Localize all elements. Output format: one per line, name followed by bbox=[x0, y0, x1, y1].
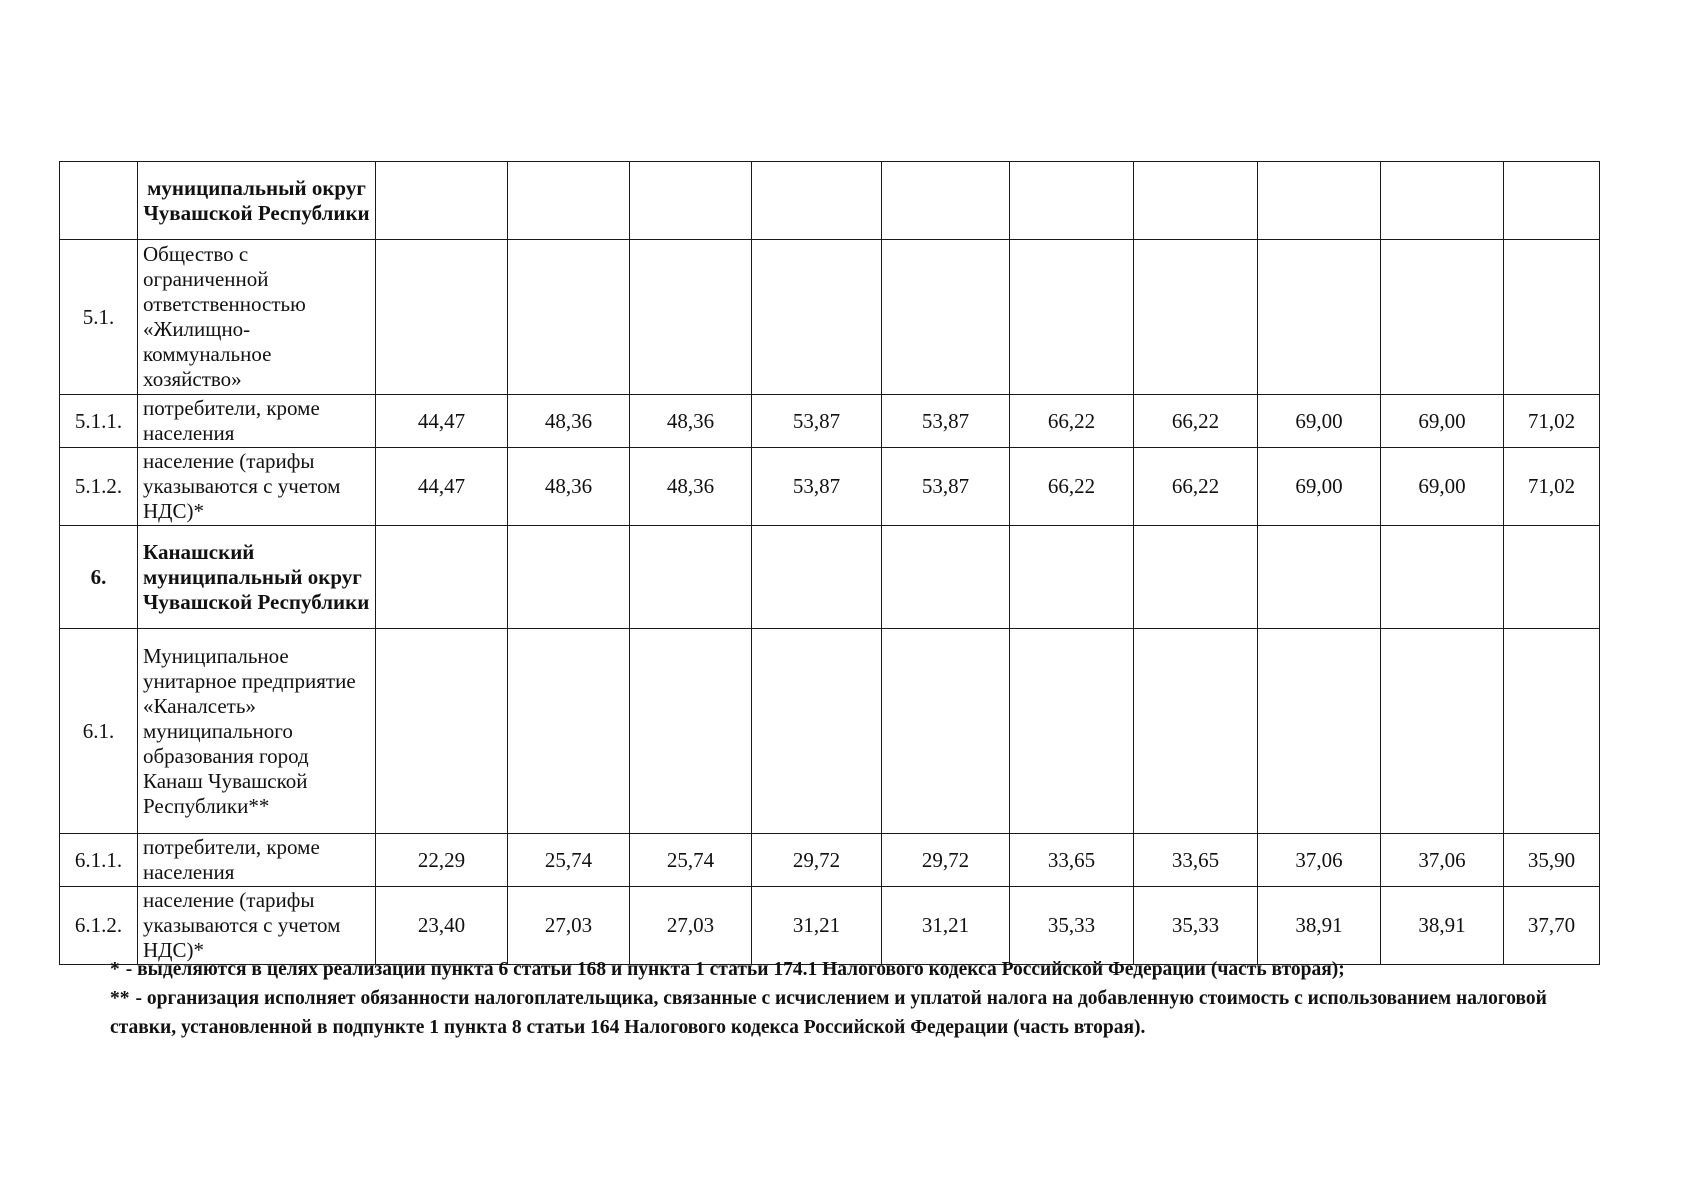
tariff-value-cell bbox=[630, 629, 752, 834]
tariff-value-cell bbox=[376, 162, 508, 240]
row-name: население (тарифы указываются с учетом НДС)* bbox=[138, 448, 376, 526]
tariff-value-cell bbox=[752, 526, 882, 629]
tariff-value-cell bbox=[1134, 526, 1258, 629]
tariff-value-cell bbox=[1134, 162, 1258, 240]
tariff-value-cell: 29,72 bbox=[882, 834, 1010, 887]
table-body bbox=[60, 162, 1600, 965]
tariff-value-cell bbox=[1504, 240, 1600, 395]
tariff-value-cell bbox=[752, 162, 882, 240]
tariff-value-cell: 31,21 bbox=[882, 887, 1010, 965]
tariff-value-cell bbox=[508, 526, 630, 629]
tariff-value-cell: 71,02 bbox=[1504, 448, 1600, 526]
tariff-value-cell: 35,33 bbox=[1134, 887, 1258, 965]
footnote-1-mark: * bbox=[110, 959, 120, 980]
tariff-value-cell: 37,06 bbox=[1258, 834, 1381, 887]
footnote-1-text: - выделяются в целях реализации пункта 6 статьи 168 и пункта 1 статьи 174.1 Налогового кодекса Российской Федерации (часть вторая); bbox=[125, 959, 1345, 980]
tariff-value-cell: 29,72 bbox=[752, 834, 882, 887]
tariff-value-cell: 53,87 bbox=[882, 448, 1010, 526]
row-number: 6.1. bbox=[60, 629, 138, 834]
footnote-2-text: - организация исполняет обязанности налогоплательщика, связанные с исчислением и уплатой налога на добавленную стоимость с использованием налоговой ставки, установленной в подпункте 1 пункта 8 статьи 164 Налогового кодекса Российской Федерации (часть вторая). bbox=[110, 988, 1547, 1038]
tariff-value-cell bbox=[630, 526, 752, 629]
tariff-value-cell bbox=[752, 629, 882, 834]
tariff-value-cell bbox=[508, 629, 630, 834]
tariff-value-cell: 38,91 bbox=[1381, 887, 1504, 965]
tariff-value-cell bbox=[1010, 240, 1134, 395]
table-row bbox=[60, 887, 1600, 965]
tariff-value-cell: 71,02 bbox=[1504, 395, 1600, 448]
tariff-value-cell: 48,36 bbox=[630, 395, 752, 448]
tariff-value-cell: 66,22 bbox=[1134, 448, 1258, 526]
tariff-value-cell: 37,70 bbox=[1504, 887, 1600, 965]
tariff-table bbox=[59, 161, 1600, 965]
footnote-1 bbox=[110, 955, 1610, 984]
row-name: Канашский муниципальный округ Чувашской Республики bbox=[138, 526, 376, 629]
tariff-value-cell bbox=[1134, 240, 1258, 395]
tariff-value-cell bbox=[1134, 629, 1258, 834]
tariff-value-cell: 38,91 bbox=[1258, 887, 1381, 965]
table-row bbox=[60, 834, 1600, 887]
tariff-value-cell: 69,00 bbox=[1258, 395, 1381, 448]
row-number: 6.1.2. bbox=[60, 887, 138, 965]
tariff-value-cell: 53,87 bbox=[752, 395, 882, 448]
footnotes bbox=[110, 955, 1610, 1042]
tariff-value-cell: 35,90 bbox=[1504, 834, 1600, 887]
tariff-value-cell: 22,29 bbox=[376, 834, 508, 887]
table-row bbox=[60, 162, 1600, 240]
table-row bbox=[60, 629, 1600, 834]
tariff-value-cell bbox=[508, 240, 630, 395]
tariff-value-cell bbox=[882, 240, 1010, 395]
tariff-value-cell: 53,87 bbox=[882, 395, 1010, 448]
tariff-value-cell bbox=[1010, 629, 1134, 834]
tariff-value-cell bbox=[376, 629, 508, 834]
tariff-value-cell: 48,36 bbox=[508, 395, 630, 448]
tariff-value-cell bbox=[1258, 629, 1381, 834]
tariff-value-cell bbox=[882, 162, 1010, 240]
tariff-value-cell bbox=[1504, 629, 1600, 834]
tariff-value-cell bbox=[1381, 629, 1504, 834]
tariff-value-cell: 33,65 bbox=[1134, 834, 1258, 887]
tariff-value-cell bbox=[1504, 526, 1600, 629]
tariff-value-cell: 27,03 bbox=[508, 887, 630, 965]
row-name: потребители, кроме населения bbox=[138, 834, 376, 887]
tariff-value-cell bbox=[1381, 526, 1504, 629]
tariff-value-cell: 44,47 bbox=[376, 395, 508, 448]
tariff-value-cell: 27,03 bbox=[630, 887, 752, 965]
tariff-value-cell bbox=[1010, 526, 1134, 629]
tariff-value-cell bbox=[1504, 162, 1600, 240]
footnote-2-mark: ** bbox=[110, 988, 130, 1009]
tariff-value-cell bbox=[1381, 240, 1504, 395]
row-number: 5.1. bbox=[60, 240, 138, 395]
tariff-value-cell: 69,00 bbox=[1381, 448, 1504, 526]
tariff-value-cell: 66,22 bbox=[1010, 395, 1134, 448]
tariff-value-cell: 69,00 bbox=[1258, 448, 1381, 526]
tariff-value-cell bbox=[882, 629, 1010, 834]
row-name: население (тарифы указываются с учетом НДС)* bbox=[138, 887, 376, 965]
row-name: Муниципальное унитарное предприятие «Каналсеть» муниципального образования город Канаш Чувашской Республики** bbox=[138, 629, 376, 834]
table-row bbox=[60, 395, 1600, 448]
table-row bbox=[60, 240, 1600, 395]
table-row bbox=[60, 526, 1600, 629]
row-number: 5.1.2. bbox=[60, 448, 138, 526]
tariff-value-cell: 66,22 bbox=[1010, 448, 1134, 526]
tariff-value-cell bbox=[1010, 162, 1134, 240]
tariff-value-cell bbox=[1258, 240, 1381, 395]
tariff-value-cell: 23,40 bbox=[376, 887, 508, 965]
tariff-value-cell: 53,87 bbox=[752, 448, 882, 526]
tariff-value-cell: 48,36 bbox=[630, 448, 752, 526]
tariff-value-cell bbox=[630, 240, 752, 395]
tariff-value-cell bbox=[630, 162, 752, 240]
tariff-value-cell bbox=[752, 240, 882, 395]
row-number: 5.1.1. bbox=[60, 395, 138, 448]
tariff-value-cell: 66,22 bbox=[1134, 395, 1258, 448]
tariff-value-cell: 25,74 bbox=[508, 834, 630, 887]
tariff-value-cell: 69,00 bbox=[1381, 395, 1504, 448]
tariff-value-cell: 25,74 bbox=[630, 834, 752, 887]
tariff-value-cell: 48,36 bbox=[508, 448, 630, 526]
table-row bbox=[60, 448, 1600, 526]
tariff-value-cell bbox=[1258, 526, 1381, 629]
tariff-value-cell bbox=[1381, 162, 1504, 240]
tariff-value-cell: 31,21 bbox=[752, 887, 882, 965]
tariff-value-cell bbox=[882, 526, 1010, 629]
footnote-2 bbox=[110, 984, 1610, 1042]
tariff-value-cell bbox=[508, 162, 630, 240]
tariff-value-cell: 33,65 bbox=[1010, 834, 1134, 887]
row-number bbox=[60, 162, 138, 240]
row-name: муниципальный округ Чувашской Республики bbox=[138, 162, 376, 240]
tariff-value-cell: 37,06 bbox=[1381, 834, 1504, 887]
row-name: потребители, кроме населения bbox=[138, 395, 376, 448]
row-number: 6.1.1. bbox=[60, 834, 138, 887]
row-number: 6. bbox=[60, 526, 138, 629]
tariff-value-cell: 44,47 bbox=[376, 448, 508, 526]
row-name: Общество с ограниченной ответственностью «Жилищно-коммунальное хозяйство» bbox=[138, 240, 376, 395]
tariff-value-cell: 35,33 bbox=[1010, 887, 1134, 965]
tariff-value-cell bbox=[376, 526, 508, 629]
tariff-value-cell bbox=[1258, 162, 1381, 240]
tariff-value-cell bbox=[376, 240, 508, 395]
